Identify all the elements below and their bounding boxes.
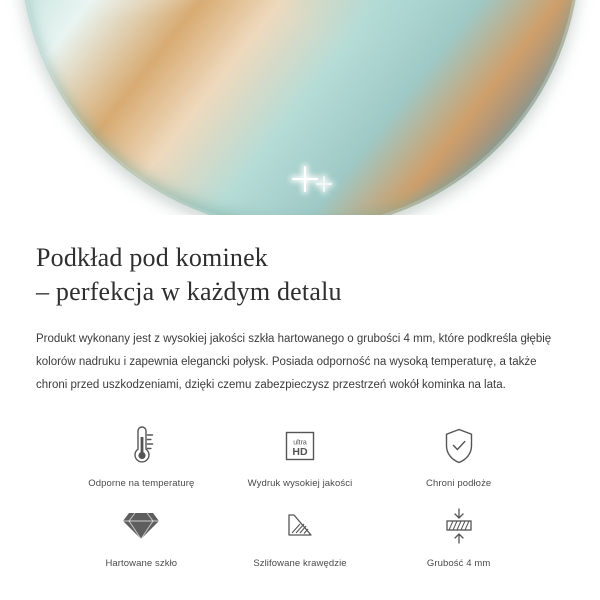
feature-label: Szlifowane krawędzie — [253, 557, 347, 569]
feature-label: Grubość 4 mm — [426, 557, 491, 569]
page-title — [36, 241, 564, 310]
page-title-line-2: – perfekcja w każdym detalu — [36, 277, 342, 307]
hero-glass-edge — [20, 0, 580, 215]
feature-label: Wydruk wysokiej jakości — [247, 477, 353, 489]
feature-grid — [36, 423, 564, 569]
content-block — [0, 215, 600, 569]
svg-text:HD: HD — [292, 445, 308, 458]
feature-label: Hartowane szkło — [105, 557, 178, 569]
feature-item-print-quality — [221, 423, 380, 489]
feature-item-thickness — [379, 503, 538, 569]
thermometer-icon — [124, 423, 158, 469]
shield-check-icon — [440, 423, 478, 469]
feature-item-surface-protection — [379, 423, 538, 489]
ultra-hd-icon — [280, 423, 320, 469]
beveled-edge-icon — [280, 503, 320, 549]
diamond-icon — [121, 503, 161, 549]
page-title-line-1: Podkład pod kominek — [36, 243, 269, 272]
feature-label: Chroni podłoże — [426, 477, 492, 489]
description-paragraph: Produkt wykonany jest z wysokiej jakości szkła hartowanego o grubości 4 mm, które podkreśla głębię kolorów nadruku i zapewnia elegancki połysk. Posiada odporność na wysoką temperaturę, a także chroni przed uszkodzeniami, dzięki czemu zabezpieczysz przestrzeń wokół kominka na lata. — [36, 332, 552, 391]
thickness-arrows-icon — [439, 503, 479, 549]
feature-item-temperature — [62, 423, 221, 489]
feature-label: Odporne na temperaturę — [88, 477, 195, 489]
hero-image — [0, 0, 600, 215]
feature-item-polished-edges — [221, 503, 380, 569]
feature-item-tempered-glass — [62, 503, 221, 569]
hero-circular-glass-board — [20, 0, 580, 215]
svg-text:ultra: ultra — [293, 439, 307, 447]
